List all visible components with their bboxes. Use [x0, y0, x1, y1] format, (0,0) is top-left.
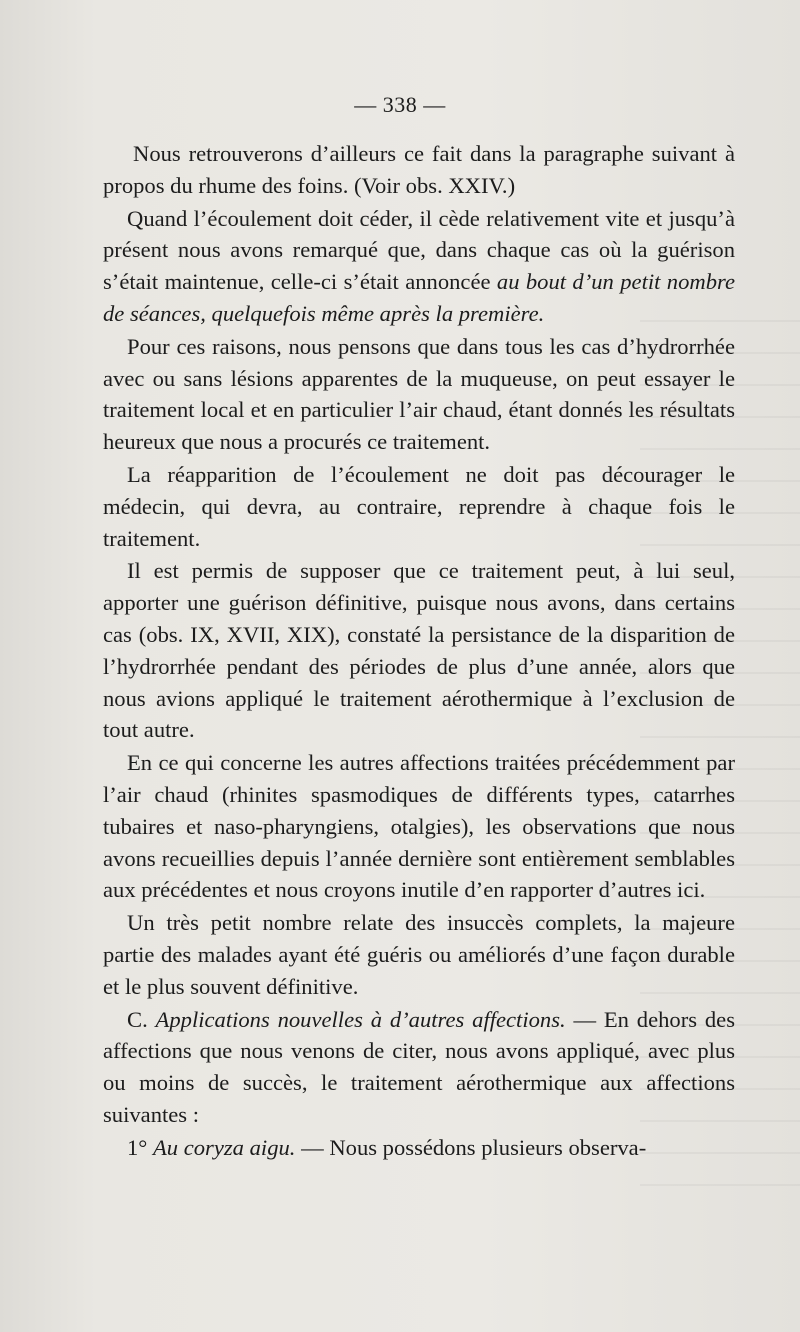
paragraph-4	[103, 459, 735, 554]
section-c-label: C.	[127, 1006, 156, 1032]
paragraph-1	[103, 138, 735, 202]
body-text	[103, 138, 735, 1164]
paragraph-6	[103, 747, 735, 906]
paragraph-5	[103, 555, 735, 746]
paragraph-6-text: En ce qui concerne les autres affections traitées précédemment par l’air chaud (rhinites spasmodiques de différents types, catarrhes tubaires et naso-pharyngiens, otalgies), les observations que nous avons recueillies depuis l’année dernière sont entièrement semblables aux précédentes et nous croyons inutile d’en rapporter d’autres ici.	[103, 750, 735, 903]
item-1-text: — Nous possédons plusieurs observa-	[295, 1134, 647, 1160]
paragraph-7	[103, 907, 735, 1002]
paragraph-2-text: Quand l’écoulement doit céder, il cède relativement vite et jusqu’à présent nous avons remarqué que, dans chaque cas où la guérison s’était maintenue, celle-ci s’était annoncée	[103, 205, 735, 295]
item-1-number: 1°	[127, 1134, 153, 1160]
paragraph-2	[103, 203, 735, 330]
paragraph-2-italic: au bout d’un petit nombre de séances, quelquefois même après la première.	[103, 269, 735, 326]
section-c-paragraph	[103, 1004, 735, 1131]
paragraph-3-text: Pour ces raisons, nous pensons que dans tous les cas d’hydrorrhée avec ou sans lésions apparentes de la muqueuse, on peut essayer le traitement local et en particulier l’air chaud, étant donnés les résultats heureux que nous a procurés ce traitement.	[103, 333, 735, 455]
paragraph-3	[103, 331, 735, 458]
item-1-heading: Au coryza aigu.	[152, 1134, 296, 1160]
item-1-paragraph	[103, 1132, 735, 1164]
section-c-text: — En dehors des affections que nous venons de citer, nous avons appliqué, avec plus ou moins de succès, le traitement aérothermique aux affections suivantes :	[103, 1006, 735, 1127]
paragraph-5-text: Il est permis de supposer que ce traitement peut, à lui seul, apporter une guérison définitive, puisque nous avons, dans certains cas (obs. IX, XVII, XIX), constaté la persistance de la disparition de l’hydrorrhée pendant des périodes de plus d’une année, alors que nous avions appliqué le traitement aérothermique à l’exclusion de tout autre.	[103, 558, 735, 743]
paragraph-7-text: Un très petit nombre relate des insuccès complets, la majeure partie des malades ayant été guéris ou améliorés d’une façon durable et le plus souvent définitive.	[103, 910, 735, 999]
page-number: — 338 —	[354, 92, 446, 117]
paragraph-1-text: Nous retrouverons d’ailleurs ce fait dans la paragraphe suivant à propos du rhume des foins. (Voir obs. XXIV.)	[103, 141, 735, 198]
section-c-heading: Applications nouvelles à d’autres affections.	[155, 1006, 566, 1032]
paragraph-4-text: La réapparition de l’écoulement ne doit pas décourager le médecin, qui devra, au contraire, reprendre à chaque fois le traitement.	[103, 461, 735, 551]
